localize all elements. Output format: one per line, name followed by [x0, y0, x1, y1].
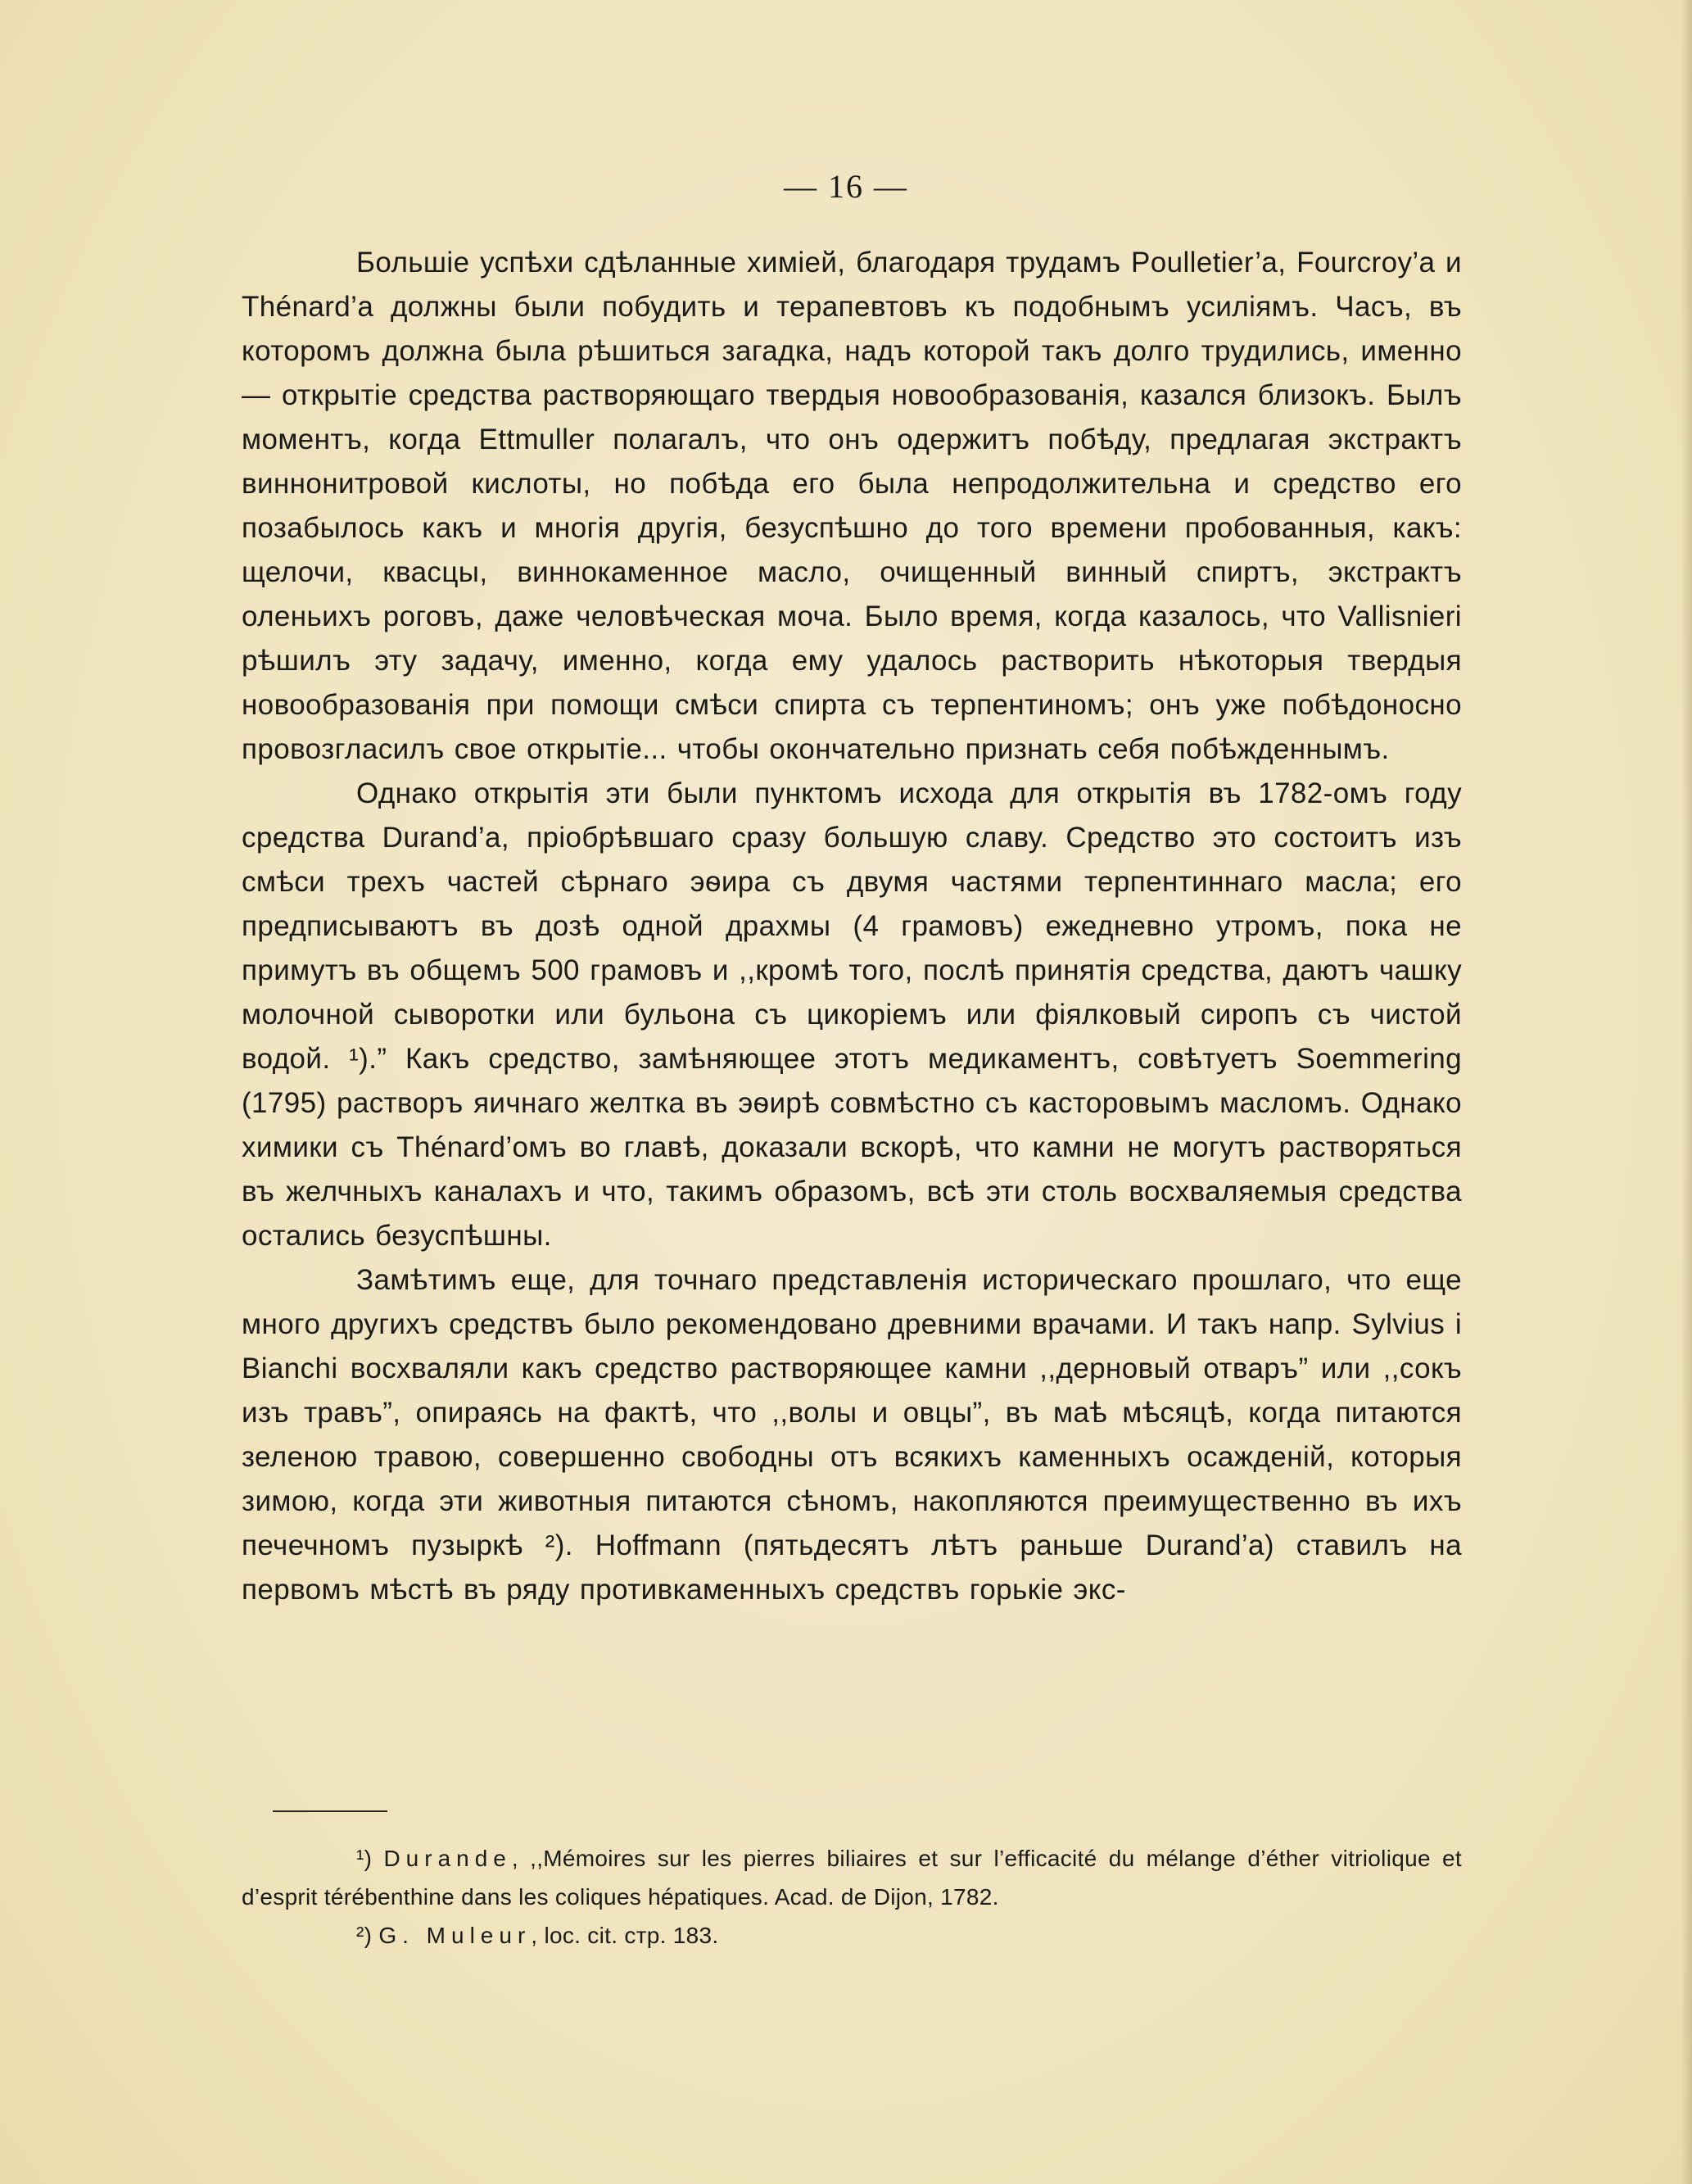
- page-number: — 16 —: [784, 168, 908, 205]
- body-text: [242, 241, 1462, 1612]
- footnote-2-marker: ²): [356, 1923, 373, 1948]
- footnote-1-author: Durande: [383, 1846, 512, 1871]
- footnote-divider: [273, 1810, 387, 1812]
- footnote-1: [242, 1839, 1462, 1916]
- footnote-2-text: , loc. cit. стр. 183.: [531, 1923, 719, 1948]
- paragraph-1: Большіе успѣхи сдѣланные химіей, благодаря трудамъ Poulletier’a, Fourcroy’a и Thénard’a должны были побудить и терапевтовъ къ подобнымъ усиліямъ. Часъ, въ которомъ должна была рѣшиться загадка, надъ которой такъ долго трудились, именно — открытіе средства растворяющаго твердыя новообразованія, казался близокъ. Былъ моментъ, когда Ettmuller полагалъ, что онъ одержитъ побѣду, предлагая экстрактъ виннонитровой кислоты, но побѣда его была непродолжительна и средство его позабылось какъ и многія другія, безуспѣшно до того времени пробованныя, какъ: щелочи, квасцы, виннокаменное масло, очищенный винный спиртъ, экстрактъ оленьихъ роговъ, даже человѣческая моча. Было время, когда казалось, что Vallisnieri рѣшилъ эту задачу, именно, когда ему удалось растворить нѣкоторыя твердыя новообразованія при помощи смѣси спирта съ терпентиномъ; онъ уже побѣдоносно провозгласилъ свое открытіе... чтобы окончательно признать себя побѣжденнымъ.: [242, 247, 1462, 765]
- footnote-1-text: , ,,Mémoires sur les pierres biliaires et sur l’efficacité du mélange d’éther vitriolique et d’esprit térébenthine dans les coliques hépatiques. Acad. de Dijon, 1782.: [242, 1846, 1462, 1910]
- footnotes: [242, 1839, 1462, 1955]
- page-edge-shadow: [1681, 0, 1692, 2184]
- paragraph-3: Замѣтимъ еще, для точнаго представленія историческаго прошлаго, что еще много другихъ средствъ было рекомендовано древними врачами. И такъ напр. Sylvius i Bianchi восхваляли какъ средство растворяющее камни ,,дерновый отваръ” или ,,сокъ изъ травъ”, опираясь на фактѣ, что ,,волы и овцы”, въ маѣ мѣсяцѣ, когда питаются зеленою травою, совершенно свободны отъ всякихъ каменныхъ осажденій, которыя зимою, когда эти животныя питаются сѣномъ, накопляются преимущественно въ ихъ печечномъ пузыркѣ ²). Hoffmann (пятьдесятъ лѣтъ раньше Durand’a) ставилъ на первомъ мѣстѣ въ ряду противкаменныхъ средствъ горькіе экс-: [242, 1264, 1462, 1606]
- footnote-2-author: G. Muleur: [378, 1923, 532, 1948]
- paragraph-2: Однако открытія эти были пунктомъ исхода для открытія въ 1782-омъ году средства Durand’a, пріобрѣвшаго сразу большую славу. Средство это состоитъ изъ смѣси трехъ частей сѣрнаго эѳира съ двумя частями терпентиннаго масла; его предписываютъ въ дозѣ одной драхмы (4 грамовъ) ежедневно утромъ, пока не примутъ въ общемъ 500 грамовъ и ,,кромѣ того, послѣ принятія средства, даютъ чашку молочной сыворотки или бульона съ цикоріемъ или фіялковый сиропъ съ чистой водой. ¹).” Какъ средство, замѣняющее этотъ медикаментъ, совѣтуетъ Soemmering (1795) растворъ яичнаго желтка въ эѳирѣ совмѣстно съ касторовымъ масломъ. Однако химики съ Thénard’омъ во главѣ, доказали вскорѣ, что камни не могутъ растворяться въ желчныхъ каналахъ и что, такимъ образомъ, всѣ эти столь восхваляемыя средства остались безуспѣшны.: [242, 777, 1462, 1252]
- footnote-1-marker: ¹): [356, 1846, 373, 1871]
- footnote-2: [242, 1916, 1462, 1955]
